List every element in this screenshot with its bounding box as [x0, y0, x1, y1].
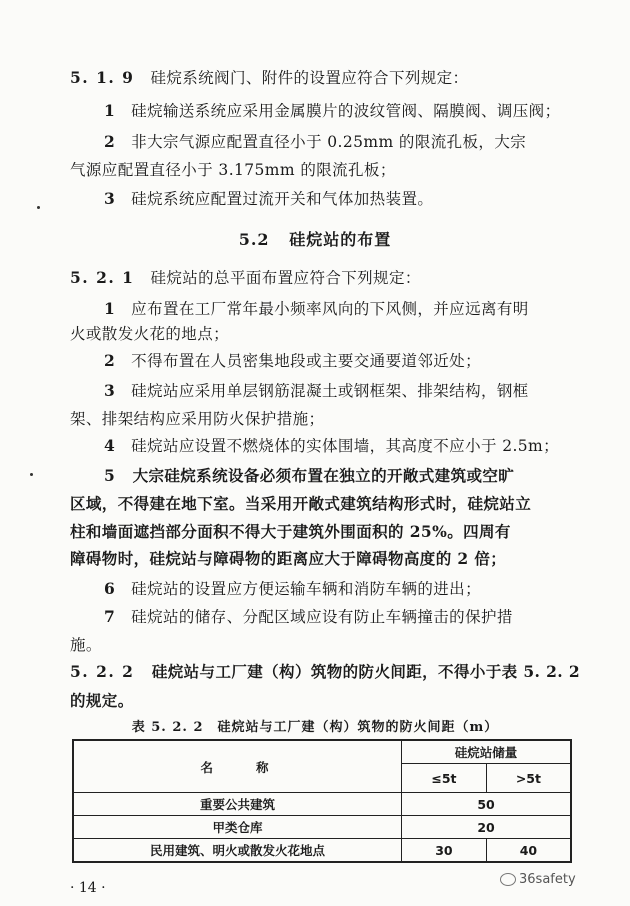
- row-name: 民用建筑、明火或散发火花地点: [73, 839, 402, 863]
- list-item: [104, 188, 433, 210]
- item-text: 应布置在工厂常年最小频率风向的下风侧，并应远离有明: [131, 300, 529, 318]
- section-number: 5.2: [238, 230, 270, 249]
- item-number: 4: [104, 436, 116, 455]
- list-item-continuation: 障碍物时，硅烷站与障碍物的距离应大于障碍物高度的 2 倍；: [70, 549, 507, 568]
- list-item: [104, 435, 559, 457]
- clause-text: 硅烷站与工厂建（构）筑物的防火间距，不得小于表 5. 2. 2: [151, 662, 581, 681]
- header-name: 名 称: [73, 740, 402, 793]
- row-name: 甲类仓库: [73, 816, 402, 839]
- clause-5-1-9: [70, 67, 468, 89]
- item-number: 7: [104, 607, 116, 626]
- header-col-1: ≤5t: [402, 764, 487, 793]
- item-number: 5: [104, 466, 116, 485]
- list-item: [104, 350, 481, 372]
- clause-text: 硅烷站的总平面布置应符合下列规定：: [150, 269, 421, 287]
- clause-number: 5. 2. 1: [70, 268, 135, 287]
- row-value-2: 40: [486, 839, 571, 863]
- item-text: 硅烷输送系统应采用金属膜片的波纹管阀、隔膜阀、调压阀；: [131, 102, 561, 120]
- list-item: [104, 606, 513, 628]
- row-value: 20: [402, 816, 571, 839]
- list-item: [104, 131, 526, 153]
- item-number: 2: [104, 351, 116, 370]
- list-item-continuation: 火或散发火花的地点；: [70, 325, 230, 343]
- item-text: 硅烷站应采用单层钢筋混凝土或钢框架、排架结构，钢框: [131, 382, 529, 400]
- clause-number: 5. 1. 9: [70, 68, 135, 87]
- watermark-text: 36safety: [519, 872, 576, 887]
- fire-spacing-table: [72, 739, 572, 863]
- section-title: 硅烷站的布置: [289, 230, 392, 249]
- list-item: [104, 578, 481, 600]
- item-text: 硅烷站的设置应方便运输车辆和消防车辆的进出；: [131, 580, 481, 598]
- list-item-continuation: 架、排架结构应采用防火保护措施；: [70, 410, 325, 428]
- list-item-continuation: 柱和墙面遮挡部分面积不得大于建筑外围面积的 25%。四周有: [70, 522, 511, 541]
- item-text: 硅烷站的储存、分配区域应设有防止车辆撞击的保护措: [131, 608, 513, 626]
- item-text: 不得布置在人员密集地段或主要交通要道邻近处；: [131, 352, 481, 370]
- wechat-icon: [500, 873, 516, 886]
- item-text: 硅烷系统应配置过流开关和气体加热装置。: [131, 190, 434, 208]
- list-item-continuation: 区域，不得建在地下室。当采用开敞式建筑结构形式时，硅烷站立: [70, 494, 532, 513]
- scan-speck: [30, 473, 33, 476]
- row-value-1: 30: [402, 839, 487, 863]
- item-number: 3: [104, 381, 116, 400]
- list-item: [104, 380, 529, 402]
- item-number: 1: [104, 101, 116, 120]
- list-item-continuation: 施。: [70, 636, 102, 654]
- item-text: 大宗硅烷系统设备必须布置在独立的开敞式建筑或空旷: [132, 466, 515, 485]
- clause-5-2-2: [70, 661, 580, 683]
- list-item: [104, 100, 560, 122]
- row-value: 50: [402, 793, 571, 816]
- header-group: 硅烷站储量: [402, 740, 571, 764]
- header-col-2: >5t: [486, 764, 571, 793]
- clause-continuation: 的规定。: [70, 691, 134, 710]
- scan-speck: [37, 206, 40, 209]
- clause-text: 硅烷系统阀门、附件的设置应符合下列规定：: [150, 69, 469, 87]
- item-text: 硅烷站应设置不燃烧体的实体围墙，其高度不应小于 2.5m；: [131, 437, 560, 455]
- page-number: · 14 ·: [70, 880, 106, 896]
- table-row: [73, 839, 571, 863]
- clause-number: 5. 2. 2: [70, 662, 135, 681]
- clause-5-2-1: [70, 267, 421, 289]
- list-item: [104, 298, 529, 320]
- row-name: 重要公共建筑: [73, 793, 402, 816]
- item-number: 6: [104, 579, 116, 598]
- item-number: 1: [104, 299, 116, 318]
- table-row: [73, 816, 571, 839]
- item-text: 非大宗气源应配置直径小于 0.25mm 的限流孔板，大宗: [131, 133, 527, 151]
- item-number: 2: [104, 132, 116, 151]
- section-heading: [0, 227, 630, 250]
- item-number: 3: [104, 189, 116, 208]
- table-row: [73, 793, 571, 816]
- table-caption: 表 5. 2. 2 硅烷站与工厂建（构）筑物的防火间距（m）: [131, 720, 499, 735]
- watermark: [500, 872, 576, 887]
- list-item: [104, 465, 514, 487]
- list-item-continuation: 气源应配置直径小于 3.175mm 的限流孔板；: [70, 161, 396, 179]
